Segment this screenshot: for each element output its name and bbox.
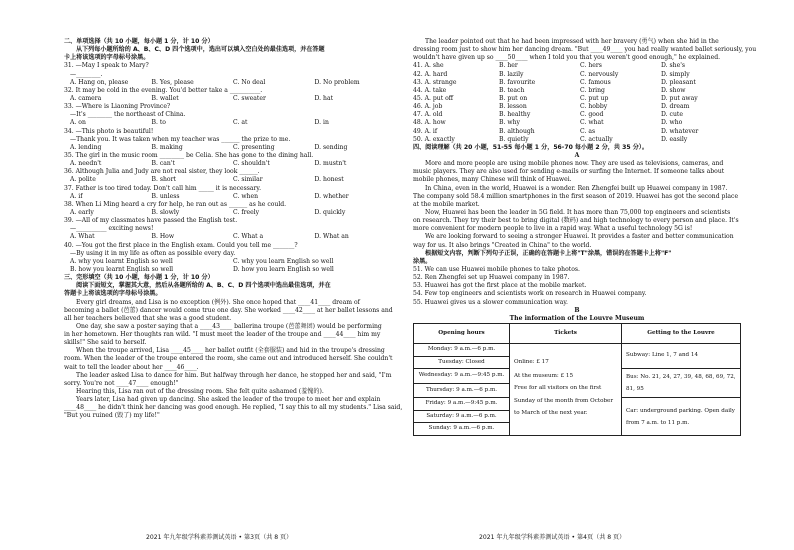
cloze-option: 44. A. take	[413, 86, 447, 94]
header-getting-there: Getting to the Louvre	[622, 323, 741, 343]
cloze-option: 43. A. strange	[413, 78, 457, 86]
passage-line: wouldn't have given up so ____50____ when I told you that you weren't good enough," he explained.	[413, 54, 721, 62]
passage-line: all her teachers believed that she was a good student.	[64, 314, 232, 322]
tf-statement: 53. Huawei has got the first place at the mobile market.	[413, 282, 587, 290]
question-stem: 33. —Where is Liaoning Province?	[64, 103, 171, 111]
cloze-option: C. hobby	[580, 103, 608, 111]
answer-option: C. at	[233, 119, 248, 127]
answer-options-row	[64, 176, 396, 184]
cloze-option: D. who	[661, 119, 683, 127]
left-page	[64, 38, 403, 421]
passage-line: One day, she saw a poster saying that a ____43____ ballerina troupe (芭蕾舞团) would be performing	[76, 322, 382, 330]
cloze-option: D. whatever	[661, 127, 699, 135]
cloze-option: 42. A. hard	[413, 70, 448, 78]
answer-option: C. freely	[233, 208, 260, 216]
passage-line: ____48____ he didn't think her dancing was good enough. He replied, "I say this to all my students." Lisa said,	[64, 404, 403, 412]
answer-option: C. why you learn English so well	[233, 257, 334, 265]
question-stem: 37. Father is too tired today. Don't call him _____ it is necessary.	[64, 184, 262, 192]
answer-option: C. similar	[233, 176, 263, 184]
passage-line: More and more people are using mobile phones now. They are used as televisions, cameras, and	[425, 160, 724, 168]
cloze-option: B. put on	[499, 94, 528, 102]
cloze-option-row	[413, 103, 741, 111]
question-stem: 35. The girl in the music room ________ be Celia. She has gone to the dining hall.	[64, 151, 314, 159]
ticket-online: Online: £ 17	[514, 359, 549, 366]
passage-line: skills!" She said to herself.	[64, 339, 147, 347]
cloze-option: D. cute	[661, 111, 683, 119]
passage-line: dressing room just to show him her dancing dream. "But ____49____ you had really wanted ballet seriously, you	[413, 46, 757, 54]
cloze-option: D. pleasant	[661, 78, 696, 86]
section2-instruction-cont: 卡上将该选项的字母标号涂黑。	[64, 54, 150, 62]
cloze-passage	[64, 298, 403, 421]
cloze-option: 50. A. exactly	[413, 135, 455, 143]
cloze-option-row	[413, 79, 741, 87]
hours-cell: Monday: 9 a.m.—6 p.m.	[414, 343, 510, 356]
tf-statement: 55. Huawei gives us a slower communication way.	[413, 298, 568, 306]
answer-options-row	[64, 266, 396, 274]
tf-statement: 51. We can use Huawei mobile phones to take photos.	[413, 265, 580, 273]
answer-options-row	[64, 258, 396, 266]
passage-a	[413, 160, 741, 250]
passage-line: on research. They try their best to bring digital (数码) and high technology to every person and place. It's	[413, 217, 739, 225]
passage-line: The company sold 58.4 million smartphones in the first season of 2019. Huawei has got the second place	[413, 192, 739, 200]
question-stem: 38. When Li Ming heard a cry for help, he ran out as ______ as he could.	[64, 200, 287, 208]
answer-option: A. polite	[70, 176, 96, 184]
right-page	[413, 38, 757, 432]
answer-option: B. unless	[151, 192, 180, 200]
answer-option: B. making	[151, 143, 183, 151]
cloze-option: B. quietly	[499, 135, 529, 143]
hours-cell: Saturday: 9 a.m.—6 p.m.	[414, 410, 510, 423]
answer-option: B. can't	[151, 160, 175, 168]
tickets-cell	[510, 343, 622, 435]
cloze-option-row	[413, 111, 741, 119]
answer-options-row	[64, 79, 396, 87]
answer-options-row	[64, 119, 396, 127]
answer-options-row	[64, 95, 396, 103]
passage-line: Now, Huawei has been the leader in 5G field. It has more than 75,000 top engineers and scientists	[425, 208, 731, 216]
cloze-option: 47. A. old	[413, 111, 443, 119]
answer-option: A. on	[70, 119, 86, 127]
hours-cell: Friday: 9 a.m.—9:45 p.m.	[414, 398, 510, 411]
tf-instruction-cont: 涂黑。	[413, 257, 432, 265]
hours-cell: Tuesday: Closed	[414, 356, 510, 369]
passage-line: room. When the leader of the troupe entered the room, she came out and introduced herself. She couldn't	[64, 355, 393, 363]
passage-line: at the mobile market.	[413, 200, 480, 208]
tf-statement: 52. Ren Zhengfei set up Huawei company in 1987.	[413, 274, 570, 282]
answer-option: D. hat	[314, 94, 334, 102]
answer-option: C. shouldn't	[233, 160, 270, 168]
section2-instruction: 从下列每小题所给的 A、B、C、D 四个选项中，选出可以填入空白处的最佳选项，并在答题	[76, 46, 325, 54]
cloze-option: C. put up	[580, 94, 609, 102]
cloze-option-row	[413, 136, 741, 144]
cloze-option-row	[413, 87, 741, 95]
question-stem: —________.	[70, 70, 103, 78]
answer-option: B. wallet	[151, 94, 179, 102]
passage-line: Every girl dreams, and Lisa is no exception (例外). She once hoped that ____41____ dream of	[76, 298, 360, 306]
answer-option: C. when	[233, 192, 258, 200]
cloze-passage-end	[413, 38, 757, 62]
cloze-option: D. dream	[661, 103, 690, 111]
answer-option: A. needn't	[70, 160, 102, 168]
answer-option: A. camera	[70, 94, 102, 102]
mcq-list	[64, 62, 396, 274]
answer-option: A. early	[70, 208, 94, 216]
table-title: The information of the Louvre Museum	[509, 314, 645, 322]
answer-option: B. short	[151, 176, 176, 184]
cloze-option: D. show	[661, 86, 686, 94]
cloze-option: C. what	[580, 119, 604, 127]
answer-option: C. What a	[233, 233, 264, 241]
question-stem: 36. Although Julia and Judy are not real sister, they look ______.	[64, 168, 260, 176]
cloze-option: 49. A. if	[413, 127, 438, 135]
header-opening-hours: Opening hours	[414, 323, 510, 343]
answer-option: D. mustn't	[314, 160, 347, 168]
tf-instruction: 根据短文内容，判断下列句子正误，正确的在答题卡上将"T"涂黑，错误的在答题卡上将"F"	[425, 249, 672, 257]
cloze-option: B. although	[499, 127, 535, 135]
passage-line: We are looking forward to seeing a stronger Huawei. It provides a faster and better communication	[425, 233, 734, 241]
cloze-option: B. teach	[499, 86, 525, 94]
answer-option: D. whether	[314, 192, 349, 200]
cloze-option: C. nervously	[580, 70, 619, 78]
cloze-option: 45. A. put off	[413, 94, 454, 102]
cloze-option-row	[413, 62, 741, 70]
passage-line: wait to tell the leader about her ____46____.	[64, 363, 199, 371]
cloze-option-row	[413, 95, 741, 103]
ticket-free: Free for all visitors on the first Sunday of the month from October to March of the next year.	[514, 385, 614, 417]
answer-option: B. Yes, please	[151, 78, 194, 86]
header-tickets: Tickets	[510, 323, 622, 343]
ticket-museum: At the museum: £ 15	[514, 372, 574, 379]
tf-statements	[413, 266, 741, 307]
answer-options-row	[64, 144, 396, 152]
answer-option: D. What an	[314, 233, 349, 241]
section3-instruction-cont: 答题卡上将该选项的字母标号涂黑。	[64, 290, 162, 298]
passage-line: In China, even in the world, Huawei is a wonder. Ren Zhengfei built up Huawei company in 1987.	[425, 184, 728, 192]
question-stem: —By using it in my life as often as possible every day.	[70, 249, 236, 257]
answer-option: D. sending	[314, 143, 348, 151]
passage-line: becoming a ballet (芭蕾) dancer would come true one day. She worked ____42____ at her ballet lessons and	[64, 306, 393, 314]
answer-option: C. No deal	[233, 78, 266, 86]
section4-title: 四、阅读理解（共 20 小题，51-55 每小题 1 分，56-70 每小题 2 分，共 35 分）。	[413, 143, 648, 151]
section3-instruction: 阅读下面短文，掌握其大意，然后从各题所给的 A、B、C、D 四个选项中选出最佳选项，并在	[76, 282, 331, 290]
answer-option: B. slowly	[151, 208, 180, 216]
passage-line: "But you ruined (毁了) my life!"	[64, 412, 160, 420]
cloze-option: B. lazily	[499, 70, 524, 78]
cloze-option: 41. A. she	[413, 62, 444, 70]
question-stem: 31. —May I speak to Mary?	[64, 62, 149, 70]
question-stem: 39. —All of my classmates have passed the English test.	[64, 217, 238, 225]
hours-cell: Thursday: 9 a.m.—6 p.m.	[414, 383, 510, 398]
answer-option: A. why you learnt English so well	[70, 257, 173, 265]
subway-cell: Subway: Line 1, 7 and 14	[622, 343, 741, 368]
car-cell: Car: underground parking. Open daily from 7 a.m. to 11 p.m.	[622, 398, 741, 436]
passage-line: sorry. You're not ____47____ enough!"	[64, 379, 179, 387]
answer-options-row	[64, 193, 396, 201]
cloze-option: D. put away	[661, 94, 698, 102]
passage-line: more convenient for modern people to live in a rapid way. What a useful technology 5G is!	[413, 225, 693, 233]
section2-title: 二、单项选择（共 10 小题，每小题 1 分，计 10 分）	[64, 38, 214, 45]
cloze-option: B. her	[499, 62, 518, 70]
louvre-info-table	[413, 323, 741, 436]
answer-option: A. What	[70, 233, 95, 241]
cloze-options	[413, 62, 741, 143]
answer-option: B. How	[151, 233, 175, 241]
cloze-option: C. bring	[580, 86, 605, 94]
tf-statement: 54. Few top engineers and scientists work on research in Huawei company.	[413, 290, 647, 298]
passage-line: The leader pointed out that he had been impressed with her bravery (勇气) when she hid in the	[425, 38, 719, 45]
cloze-option-row	[413, 71, 741, 79]
answer-options-row	[64, 160, 396, 168]
passage-line: The leader asked Lisa to dance for him. But halfway through her dance, he stopped her and said, "I'm	[76, 371, 392, 379]
cloze-option: C. hers	[580, 62, 602, 70]
cloze-option-row	[413, 119, 741, 127]
cloze-option: D. easily	[661, 135, 688, 143]
answer-option: D. quickly	[314, 208, 346, 216]
cloze-option: B. healthy	[499, 111, 531, 119]
hours-cell: Wednesday: 9 a.m.—9:45 p.m.	[414, 369, 510, 384]
passage-line: music players. They are also used for sending e-mails or surfing the Internet. If someone talks about	[413, 168, 725, 176]
question-stem: —__________ exciting news!	[70, 225, 154, 233]
answer-option: D. honest	[314, 176, 344, 184]
passage-line: Years later, Lisa had given up dancing. She asked the leader of the troupe to meet her and explain	[76, 396, 381, 404]
passage-line: mobile phones, many Chinese will think of Huawei.	[413, 176, 572, 184]
passage-b-label: B	[574, 306, 580, 314]
question-stem: 34. —This photo is beautiful!	[64, 127, 154, 135]
cloze-option: C. as	[580, 127, 596, 135]
passage-line: When the troupe arrived, Lisa ____45____ her ballet outfit (全套服装) and hid in the troupe's dressing	[76, 347, 385, 355]
answer-option: A. Hang on, please	[70, 78, 129, 86]
passage-line: way for us. It also brings "Created in China" to the world.	[413, 241, 592, 249]
passage-a-label: A	[574, 151, 580, 159]
question-stem: —It's ________ the northeast of China.	[70, 111, 186, 119]
cloze-option: D. she's	[661, 62, 686, 70]
cloze-option: C. actually	[580, 135, 613, 143]
left-footer: 2021 年九年级学科素养测试英语 • 第3页（共 8 页）	[146, 534, 293, 541]
hours-cell: Sunday: 9 a.m.—6 p.m.	[414, 423, 510, 436]
answer-option: A. if	[70, 192, 83, 200]
cloze-option: D. simply	[661, 70, 690, 78]
passage-line: in her hometown. Her thoughts ran wild. "I must meet the leader of the troupe and ____44____ him my	[64, 331, 381, 339]
question-stem: 40. —You got the first place in the English exam. Could you tell me _______?	[64, 241, 298, 249]
answer-option: D. how you learn English so well	[233, 265, 334, 273]
question-stem: 32. It may be cold in the evening. You'd better take a __________.	[64, 86, 263, 94]
answer-option: D. No problem	[314, 78, 360, 86]
answer-option: C. presenting	[233, 143, 275, 151]
bus-cell: Bus: No. 21, 24, 27, 39, 48, 68, 69, 72, 81, 95	[622, 369, 741, 398]
answer-options-row	[64, 233, 396, 241]
answer-option: C. sweater	[233, 94, 266, 102]
cloze-option: 46. A. job	[413, 103, 443, 111]
answer-options-row	[64, 209, 396, 217]
cloze-option: B. favourite	[499, 78, 536, 86]
right-footer: 2021 年九年级学科素养测试英语 • 第4页（共 8 页）	[479, 534, 626, 541]
cloze-option: B. lesson	[499, 103, 527, 111]
cloze-option: B. why	[499, 119, 520, 127]
section3-title: 三、完形填空（共 10 小题，每小题 1 分，计 10 分）	[64, 274, 214, 282]
passage-line: Hearing this, Lisa ran out of the dressing room. She felt quite ashamed (羞愧的).	[76, 388, 324, 396]
cloze-option: C. famous	[580, 78, 611, 86]
answer-option: B. how you learnt English so well	[70, 265, 174, 273]
cloze-option: 48. A. how	[413, 119, 446, 127]
answer-option: A. lending	[70, 143, 102, 151]
question-stem: —Thank you. It was taken when my teacher was ______ the prize to me.	[70, 135, 291, 143]
answer-option: B. to	[151, 119, 166, 127]
answer-option: D. in	[314, 119, 329, 127]
cloze-option-row	[413, 128, 741, 136]
cloze-option: C. good	[580, 111, 604, 119]
